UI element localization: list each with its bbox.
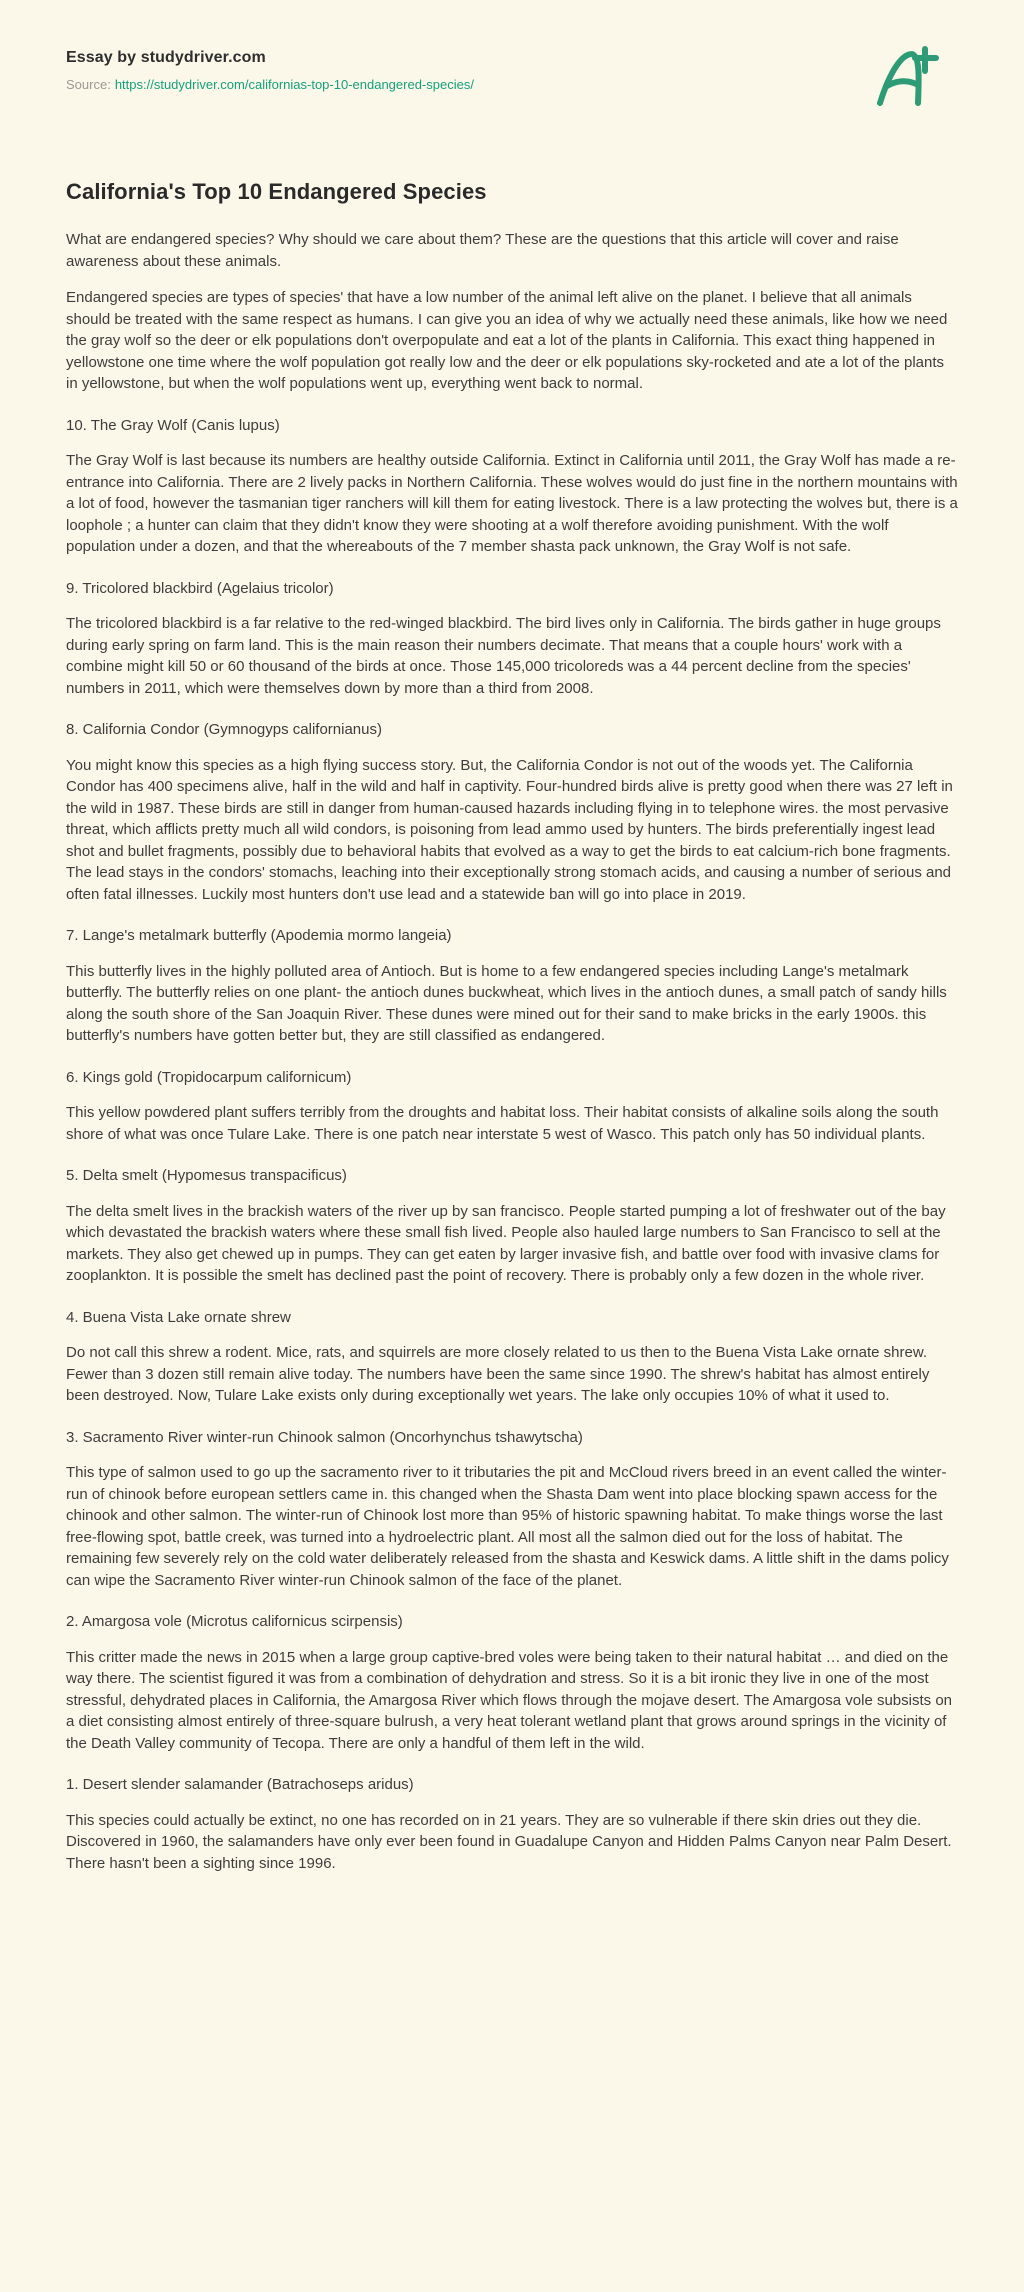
header-text: [66, 45, 474, 92]
species-section: [66, 1067, 958, 1146]
source-label: Source:: [66, 77, 111, 92]
section-heading: 4. Buena Vista Lake ornate shrew: [66, 1308, 291, 1326]
section-heading: 2. Amargosa vole (Microtus californicus scirpensis): [66, 1613, 403, 1630]
section-paragraph: The tricolored blackbird is a far relative to the red-winged blackbird. The bird lives only in California. The birds gather in huge groups during early spring on farm land. This is the main reason their numbers decimate. That means that a couple hours' work with a combine might kill 50 or 60 thousand of the birds at once. Those 145,000 tricoloreds was a 44 percent decline from the species' numbers in 2011, which were themselves down by more than a third from 2008.: [66, 615, 941, 697]
document-header: [66, 45, 958, 109]
article-title: California's Top 10 Endangered Species: [66, 179, 487, 204]
source-line: [66, 77, 474, 92]
source-url-link[interactable]: https://studydriver.com/californias-top-10-endangered-species/: [114, 77, 474, 92]
section-paragraph: Do not call this shrew a rodent. Mice, rats, and squirrels are more closely related to us then to the Buena Vista Lake ornate shrew. Fewer than 3 dozen still remain alive today. The numbers have been the same since 1990. The shrew's habitat has almost entirely been destroyed. Now, Tulare Lake exists only during exceptionally wet years. The lake only occupies 10% of what it used to.: [66, 1344, 930, 1404]
species-section: [66, 719, 958, 905]
article: [66, 179, 958, 1874]
species-section: [66, 1165, 958, 1287]
species-section: [66, 415, 958, 558]
section-paragraph: This type of salmon used to go up the sacramento river to it tributaries the pit and McCloud rivers breed in an event called the winter-run of chinook before european settlers came in. this changed when the Shasta Dam went into place blocking spawn access for the chinook and other salmon. The winter-run of Chinook lost more than 95% of historic spawning habitat. To make things worse the last free-flowing spot, battle creek, was turned into a hydroelectric plant. All most all the salmon died out for the loss of habitat. The remaining few severely rely on the cold water deliberately released from the shasta and Keswick dams. A little shift in the dams policy can wipe the Sacramento River winter-run Chinook salmon of the face of the planet.: [66, 1464, 949, 1589]
species-section: [66, 1307, 958, 1407]
section-heading: 10. The Gray Wolf (Canis lupus): [66, 416, 280, 434]
species-section: [66, 1611, 958, 1754]
section-paragraph: This yellow powdered plant suffers terribly from the droughts and habitat loss. Their habitat consists of alkaline soils along the south shore of what was once Tulare Lake. There is one patch near interstate 5 west of Wasco. This patch only has 50 individual plants.: [66, 1104, 939, 1143]
section-paragraph: This species could actually be extinct, no one has recorded on in 21 years. They are so vulnerable if there skin dries out they die. Discovered in 1960, the salamanders have only ever been found in Guadalupe Canyon and Hidden Palms Canyon near Palm Desert. There hasn't been a sighting since 1996.: [66, 1811, 952, 1872]
section-heading: 9. Tricolored blackbird (Agelaius tricolor): [66, 579, 334, 597]
section-heading: 1. Desert slender salamander (Batrachoseps aridus): [66, 1776, 414, 1793]
species-section: [66, 1774, 958, 1874]
section-paragraph: This critter made the news in 2015 when a large group captive-bred voles were being taken to their natural habitat … and died on the way there. The scientist figured it was from a combination of dehydration and stress. So it is a bit ironic they live in one of the most stressful, dehydrated places in California, the Amargosa River which flows through the mojave desert. The Amargosa vole subsists on a diet consisting almost entirely of three-square bulrush, a very heat tolerant wetland plant that grows around springs in the vicinity of the Death Valley community of Tecopa. There are only a handful of them left in the wild.: [66, 1648, 953, 1752]
section-heading: 5. Delta smelt (Hypomesus transpacificus): [66, 1167, 347, 1184]
studydriver-logo: [872, 45, 940, 109]
section-paragraph: This butterfly lives in the highly polluted area of Antioch. But is home to a few endangered species including Lange's metalmark butterfly. The butterfly relies on one plant- the antioch dunes buckwheat, which lives in the antioch dunes, a small patch of sandy hills along the south shore of the San Joaquin River. These dunes were mined out for their sand to make bricks in the early 1900s. this butterfly's numbers have gotten better but, they are still classified as endangered.: [66, 962, 947, 1044]
species-section: [66, 1427, 958, 1592]
essay-byline: Essay by studydriver.com: [66, 49, 266, 66]
a-plus-logo-icon: [872, 45, 940, 109]
intro-paragraph: What are endangered species? Why should we care about them? These are the questions that this article will cover and raise awareness about these animals.: [66, 231, 899, 270]
section-heading: 8. California Condor (Gymnogyps californianus): [66, 721, 382, 738]
section-paragraph: The delta smelt lives in the brackish waters of the river up by san francisco. People started pumping a lot of freshwater out of the bay which devastated the brackish waters where these small fish lived. People also hauled large numbers to San Francisco to sell at the markets. They also get chewed up in pumps. They can get eaten by larger invasive fish, and battle over food with invasive clams for zooplankton. It is possible the smelt has declined past the point of recovery. There is probably only a few dozen in the whole river.: [66, 1202, 946, 1284]
species-section: [66, 925, 958, 1047]
species-section: [66, 578, 958, 700]
section-paragraph: You might know this species as a high flying success story. But, the California Condor is not out of the woods yet. The California Condor has 400 specimens alive, half in the wild and half in captivity. Four-hundred birds alive is pretty good when there was 27 left in the wild in 1987. These birds are still in danger from human-caused hazards including flying in to telephone wires. the most pervasive threat, which afflicts pretty much all wild condors, is poisoning from lead ammo used by hunters. The birds preferentially ingest lead shot and bullet fragments, possibly due to behavioral habits that evolved as a way to get the birds to eat calcium-rich bone fragments. The lead stays in the condors' stomachs, leaching into their exceptionally strong stomach acids, and causing a number of serious and often fatal illnesses. Luckily most hunters don't use lead and a statewide ban will go into place in 2019.: [66, 756, 953, 903]
section-heading: 6. Kings gold (Tropidocarpum californicum): [66, 1068, 352, 1086]
section-heading: 3. Sacramento River winter-run Chinook salmon (Oncorhynchus tshawytscha): [66, 1428, 583, 1446]
intro-paragraph: Endangered species are types of species' that have a low number of the animal left alive on the planet. I believe that all animals should be treated with the same respect as humans. I can give you an idea of why we actually need these animals, like how we need the gray wolf so the deer or elk populations don't overpopulate and eat a lot of the plants in California. This exact thing happened in yellowstone one time where the wolf population got really low and the deer or elk populations sky-rocketed and ate a lot of the plants in yellowstone, but when the wolf populations went up, everything went back to normal.: [66, 289, 948, 392]
section-heading: 7. Lange's metalmark butterfly (Apodemia mormo langeia): [66, 927, 452, 944]
section-paragraph: The Gray Wolf is last because its numbers are healthy outside California. Extinct in California until 2011, the Gray Wolf has made a re-entrance into California. There are 2 lively packs in Northern California. These wolves would do just fine in the northern mountains with a lot of food, however the tasmanian tiger ranchers will kill them for eating livestock. There is a law protecting the wolves but, there is a loophole ; a hunter can claim that they didn't know they were shooting at a wolf therefore avoiding punishment. With the wolf population under a dozen, and that the whereabouts of the 7 member shasta pack unknown, the Gray Wolf is not safe.: [66, 452, 958, 555]
